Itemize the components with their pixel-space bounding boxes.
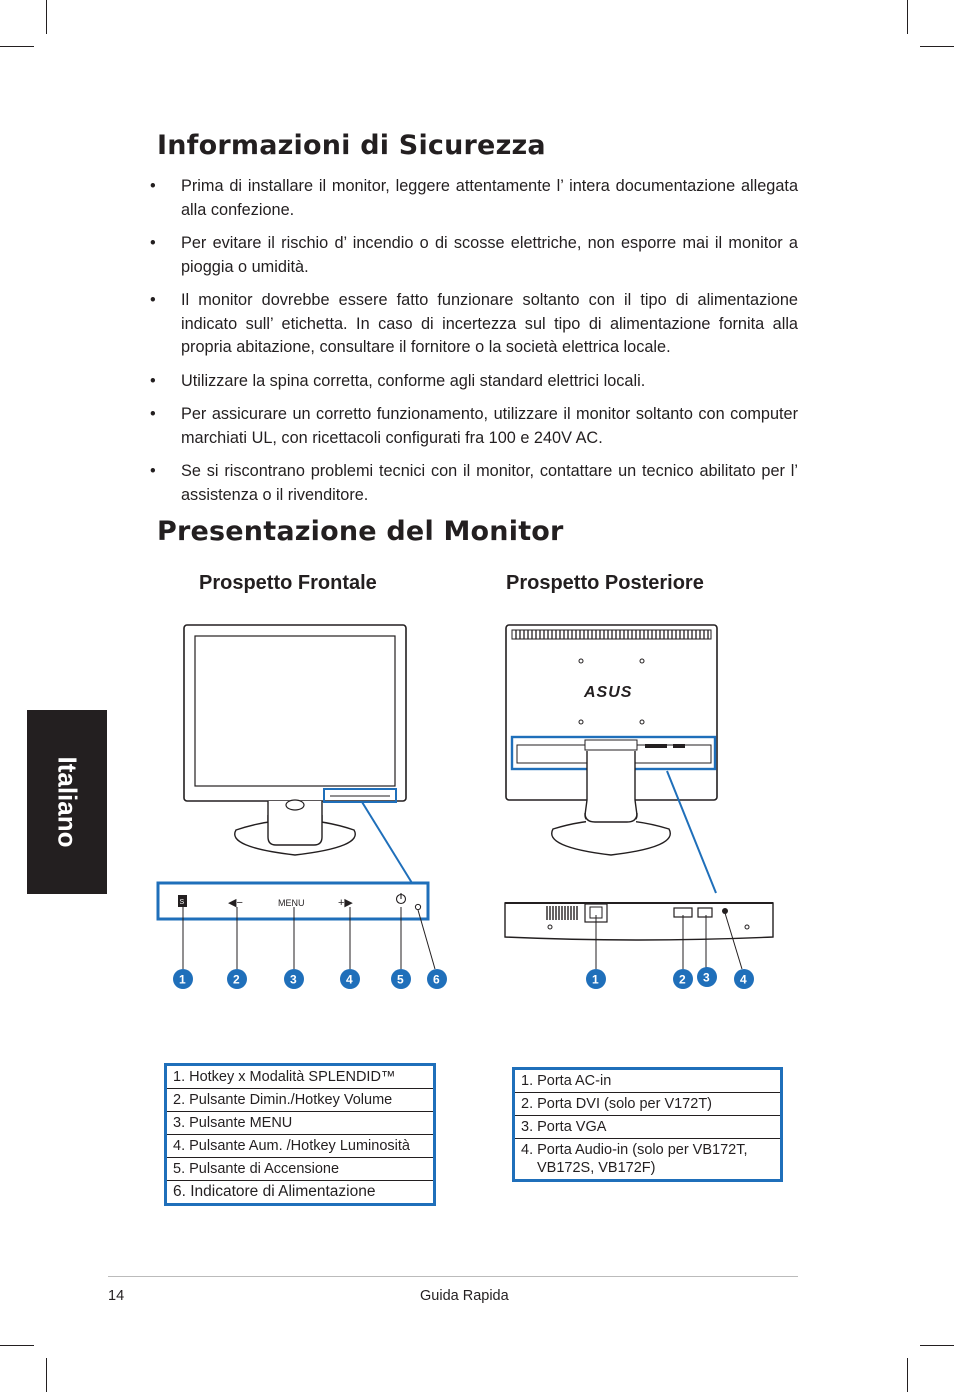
svg-text:2: 2 xyxy=(679,972,686,987)
list-item: • Se si riscontrano problemi tecnici con il monitor, contattare un tecnico abilitato per l’ assistenza o il rivenditore. xyxy=(150,462,798,504)
crop-mark xyxy=(0,1345,34,1346)
callout-2 xyxy=(227,969,247,989)
overview-title: Presentazione del Monitor xyxy=(157,516,564,547)
crop-mark xyxy=(0,46,34,47)
footer-title: Guida Rapida xyxy=(420,1288,509,1304)
crop-mark xyxy=(907,0,908,34)
front-view-heading: Prospetto Frontale xyxy=(199,572,377,594)
menu-key-label: MENU xyxy=(278,898,305,908)
table-row: 4. Pulsante Aum. /Hotkey Luminosità xyxy=(167,1135,433,1158)
minus-key-icon: ◀− xyxy=(228,897,243,909)
table-row: 3. Porta VGA xyxy=(515,1116,780,1139)
table-row: 2. Pulsante Dimin./Hotkey Volume xyxy=(167,1089,433,1112)
svg-text:5: 5 xyxy=(397,972,404,987)
front-legend-table xyxy=(164,1063,436,1206)
language-tab xyxy=(27,710,107,894)
crop-mark xyxy=(46,1358,47,1392)
callout-5 xyxy=(391,969,411,989)
list-item: • Prima di installare il monitor, leggere attentamente l’ intera documentazione allegata alla confezione. xyxy=(150,177,798,219)
table-row: 1. Porta AC-in xyxy=(515,1070,780,1093)
rear-view-heading: Prospetto Posteriore xyxy=(506,572,704,594)
callout-3 xyxy=(284,969,304,989)
front-monitor-illustration xyxy=(150,615,450,995)
rear-legend-table xyxy=(512,1067,783,1182)
callout-1 xyxy=(173,969,193,989)
asus-logo: ASUS xyxy=(584,684,633,701)
safety-list xyxy=(150,175,798,517)
svg-text:4: 4 xyxy=(740,972,747,987)
callout-4 xyxy=(734,969,754,989)
list-item: • Per evitare il rischio d’ incendio o di scosse elettriche, non esporre mai il monitor a pioggia o umidità. xyxy=(150,234,798,276)
callout-1 xyxy=(586,969,606,989)
svg-text:1: 1 xyxy=(592,972,599,987)
footer-divider xyxy=(108,1276,798,1277)
table-row: 6. Indicatore di Alimentazione xyxy=(173,1183,376,1200)
crop-mark xyxy=(907,1358,908,1392)
plus-key-icon: +▶ xyxy=(338,897,353,909)
crop-mark xyxy=(920,46,954,47)
page-number: 14 xyxy=(108,1288,125,1304)
s-key-label: S xyxy=(179,899,185,906)
callout-3 xyxy=(697,967,717,987)
table-row: 1. Hotkey x Modalità SPLENDID™ xyxy=(167,1066,433,1089)
callout-6 xyxy=(427,969,447,989)
callout-4 xyxy=(340,969,360,989)
vga-port xyxy=(698,908,712,917)
crop-mark xyxy=(46,0,47,34)
table-row: 3. Pulsante MENU xyxy=(167,1112,433,1135)
svg-text:2: 2 xyxy=(233,972,240,987)
table-row: 5. Pulsante di Accensione xyxy=(167,1158,433,1181)
callout-2 xyxy=(673,969,693,989)
table-row: 2. Porta DVI (solo per V172T) xyxy=(515,1093,780,1116)
crop-mark xyxy=(920,1345,954,1346)
language-tab-label: Italiano xyxy=(52,756,83,848)
svg-text:6: 6 xyxy=(433,972,440,987)
rear-monitor-illustration xyxy=(495,615,785,995)
list-item: • Il monitor dovrebbe essere fatto funzionare soltanto con il tipo di alimentazione indicato sull’ etichetta. In caso di incertezza sul tipo di alimentazione fornita alla propria abitazione, consultare il fornitore o la società elettrica locale. xyxy=(150,291,798,356)
table-row: 4. Porta Audio-in (solo per VB172T, VB172S, VB172F) xyxy=(521,1142,748,1176)
list-item: • Per assicurare un corretto funzionamento, utilizzare il monitor soltanto con computer marchiati UL, con ricettacoli configurati fra 100 e 240V AC. xyxy=(150,405,798,447)
safety-title: Informazioni di Sicurezza xyxy=(157,130,546,161)
svg-text:4: 4 xyxy=(346,972,353,987)
svg-text:1: 1 xyxy=(179,972,186,987)
svg-text:3: 3 xyxy=(703,970,710,985)
list-item: • Utilizzare la spina corretta, conforme agli standard elettrici locali. xyxy=(150,371,646,390)
svg-text:3: 3 xyxy=(290,972,297,987)
